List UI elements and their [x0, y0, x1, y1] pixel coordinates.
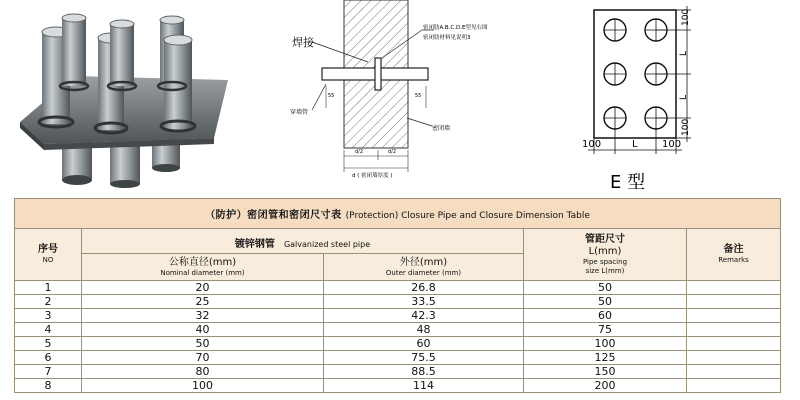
- right-spacing-label-1: L: [679, 50, 689, 56]
- rib-note-2: 密闭肋材料见说明3: [423, 35, 471, 41]
- header-nominal: [82, 254, 324, 281]
- e-type-layout: [576, 0, 696, 196]
- header-spacing: [524, 229, 687, 281]
- cell-outer: 42.3: [324, 309, 524, 323]
- cell-nominal: 40: [82, 323, 324, 337]
- cell-nominal: 70: [82, 351, 324, 365]
- bottom-left-offset: 100: [582, 139, 602, 150]
- cell-no: 5: [15, 337, 82, 351]
- table-row: [15, 295, 781, 309]
- cell-no: 2: [15, 295, 82, 309]
- rib-note-1: 密闭肋A.B.C.D.E型见右图: [423, 25, 488, 31]
- table-row: [15, 379, 781, 393]
- cell-no: 7: [15, 365, 82, 379]
- wall-thickness-label: d ( 密闭墙厚度 ): [352, 173, 393, 179]
- table-row: [15, 337, 781, 351]
- header-galvanized: [82, 229, 524, 254]
- cell-remarks: [687, 351, 781, 365]
- cell-outer: 48: [324, 323, 524, 337]
- weld-label: 焊接: [292, 36, 314, 49]
- cell-nominal: 80: [82, 365, 324, 379]
- cell-spacing: 200: [524, 379, 687, 393]
- header-remarks-en: Remarks: [718, 256, 749, 264]
- dimension-table-container: [14, 198, 780, 394]
- cell-outer: 33.5: [324, 295, 524, 309]
- wall-pipe-label: 穿墙管: [290, 109, 309, 116]
- illustration-area: [0, 0, 800, 196]
- cell-outer: 75.5: [324, 351, 524, 365]
- cell-nominal: 32: [82, 309, 324, 323]
- cell-remarks: [687, 337, 781, 351]
- dimension-table: [14, 198, 781, 393]
- table-row: [15, 309, 781, 323]
- header-spacing-en2: size L(mm): [585, 266, 625, 275]
- cell-outer: 26.8: [324, 281, 524, 295]
- top-offset-label: 100: [681, 8, 691, 26]
- cell-spacing: 60: [524, 309, 687, 323]
- header-outer-en: Outer diameter (mm): [385, 268, 462, 277]
- cell-remarks: [687, 309, 781, 323]
- cell-spacing: 150: [524, 365, 687, 379]
- cell-outer: 60: [324, 337, 524, 351]
- cell-no: 3: [15, 309, 82, 323]
- closure-wall-label: 密闭墙: [432, 125, 451, 132]
- bottom-spacing-label: L: [632, 139, 638, 150]
- cell-nominal: 20: [82, 281, 324, 295]
- table-row: [15, 323, 781, 337]
- header-remarks: [687, 229, 781, 281]
- dim-right: 55: [415, 93, 422, 99]
- cell-nominal: 50: [82, 337, 324, 351]
- cell-outer: 114: [324, 379, 524, 393]
- header-spacing-cn: 管距尺寸: [585, 233, 625, 245]
- cell-remarks: [687, 281, 781, 295]
- header-spacing-unit: L(mm): [588, 245, 622, 257]
- header-nominal-en: Nominal diameter (mm): [160, 268, 245, 277]
- cell-remarks: [687, 379, 781, 393]
- header-spacing-en1: Pipe spacing: [582, 257, 628, 266]
- wall-section-diagram: [282, 0, 488, 180]
- cell-spacing: 100: [524, 337, 687, 351]
- header-nominal-cn: 公称直径(mm): [168, 256, 237, 268]
- bottom-right-offset: 100: [662, 139, 682, 150]
- table-title-en: (Protection) Closure Pipe and Closure Dimension Table: [345, 211, 590, 221]
- cell-no: 6: [15, 351, 82, 365]
- table-title: [15, 199, 781, 229]
- header-galvanized-en: Galvanized steel pipe: [283, 239, 371, 249]
- header-remarks-cn: 备注: [723, 244, 744, 255]
- right-spacing-label-2: L: [679, 94, 689, 100]
- cell-spacing: 75: [524, 323, 687, 337]
- cell-nominal: 25: [82, 295, 324, 309]
- header-no-en: NO: [42, 256, 54, 264]
- table-row: [15, 365, 781, 379]
- dim-left: 55: [328, 93, 335, 99]
- table-title-cn: （防护）密闭管和密闭尺寸表: [205, 210, 342, 221]
- header-no-cn: 序号: [38, 244, 58, 255]
- table-row: [15, 351, 781, 365]
- cell-no: 4: [15, 323, 82, 337]
- cell-spacing: 50: [524, 295, 687, 309]
- cell-remarks: [687, 365, 781, 379]
- header-galvanized-cn: 镀锌钢管: [234, 238, 275, 250]
- half-right: d/2: [388, 149, 397, 155]
- cell-nominal: 100: [82, 379, 324, 393]
- header-outer-cn: 外径(mm): [399, 256, 448, 268]
- cell-spacing: 125: [524, 351, 687, 365]
- cell-no: 1: [15, 281, 82, 295]
- cell-remarks: [687, 323, 781, 337]
- bottom-offset-label: 100: [681, 118, 691, 136]
- half-left: d/2: [355, 149, 364, 155]
- table-row: [15, 281, 781, 295]
- cell-outer: 88.5: [324, 365, 524, 379]
- header-no: [15, 229, 82, 281]
- header-outer: [324, 254, 524, 281]
- cell-remarks: [687, 295, 781, 309]
- closure-pipe-photo: [14, 10, 244, 188]
- e-type-label: E 型: [610, 172, 646, 193]
- cell-spacing: 50: [524, 281, 687, 295]
- cell-no: 8: [15, 379, 82, 393]
